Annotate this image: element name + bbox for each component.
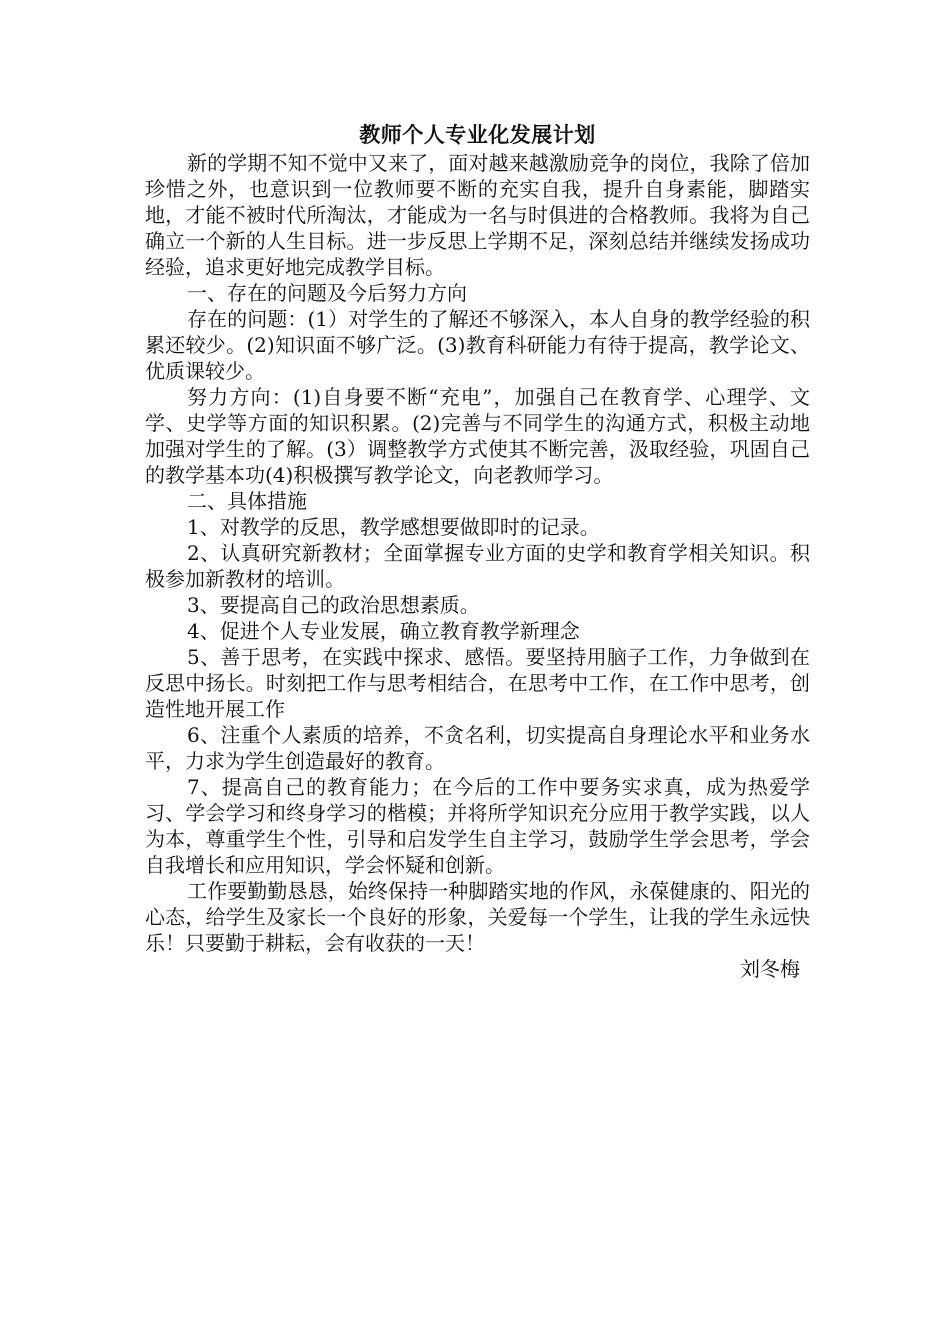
- measure-item: 7、提高自己的教育能力；在今后的工作中要务实求真，成为热爱学习、学会学习和终身学习的楷模；并将所学知识充分应用于教学实践，以人为本，尊重学生个性，引导和启发学生自主学习，鼓励学生学会思考，学会自我增长和应用知识，学会怀疑和创新。: [145, 775, 810, 877]
- measure-item: 3、要提高自己的政治思想素质。: [187, 593, 480, 617]
- measure-item: 2、认真研究新教材；全面掌握专业方面的史学和教育学相关知识。积极参加新教材的培训。: [145, 541, 810, 591]
- section-heading-measures: 二、具体措施: [187, 489, 307, 513]
- document-body: [145, 120, 810, 982]
- author-signature: 刘冬梅: [740, 957, 800, 981]
- measure-item: 5、善于思考，在实践中探求、感悟。要坚持用脑子工作，力争做到在反思中扬长。时刻把工作与思考相结合，在思考中工作，在工作中思考，创造性地开展工作: [145, 645, 810, 721]
- measure-item: 1、对教学的反思，教学感想要做即时的记录。: [187, 515, 600, 539]
- measure-item: 4、促进个人专业发展，确立教育教学新理念: [187, 619, 580, 643]
- problems-paragraph: 存在的问题：(1）对学生的了解还不够深入，本人自身的教学经验的积累还较少。(2)知识面不够广泛。(3)教育科研能力有待于提高，教学论文、优质课较少。: [145, 307, 810, 383]
- intro-paragraph: 新的学期不知不觉中又来了，面对越来越激励竞争的岗位，我除了倍加珍惜之外，也意识到一位教师要不断的充实自我，提升自身素能，脚踏实地，才能不被时代所淘汰，才能成为一名与时俱进的合格教师。我将为自己确立一个新的人生目标。进一步反思上学期不足，深刻总结并继续发扬成功经验，追求更好地完成教学目标。: [145, 151, 810, 279]
- direction-paragraph: 努力方向：(1)自身要不断“充电”，加强自己在教育学、心理学、文学、史学等方面的知识积累。(2)完善与不同学生的沟通方式，积极主动地加强对学生的了解。(3）调整教学方式使其不断完善，汲取经验，巩固自己的教学基本功(4)积极撰写教学论文，向老教师学习。: [145, 385, 810, 487]
- section-heading-problems: 一、存在的问题及今后努力方向: [187, 281, 467, 305]
- closing-paragraph: 工作要勤勤恳恳，始终保持一种脚踏实地的作风，永葆健康的、阳光的心态，给学生及家长一个良好的形象，关爱每一个学生，让我的学生永远快乐！只要勤于耕耘，会有收获的一天！: [145, 879, 810, 955]
- document-title: 教师个人专业化发展计划: [359, 123, 596, 147]
- measure-item: 6、注重个人素质的培养，不贪名利，切实提高自身理论水平和业务水平，力求为学生创造最好的教育。: [145, 723, 810, 773]
